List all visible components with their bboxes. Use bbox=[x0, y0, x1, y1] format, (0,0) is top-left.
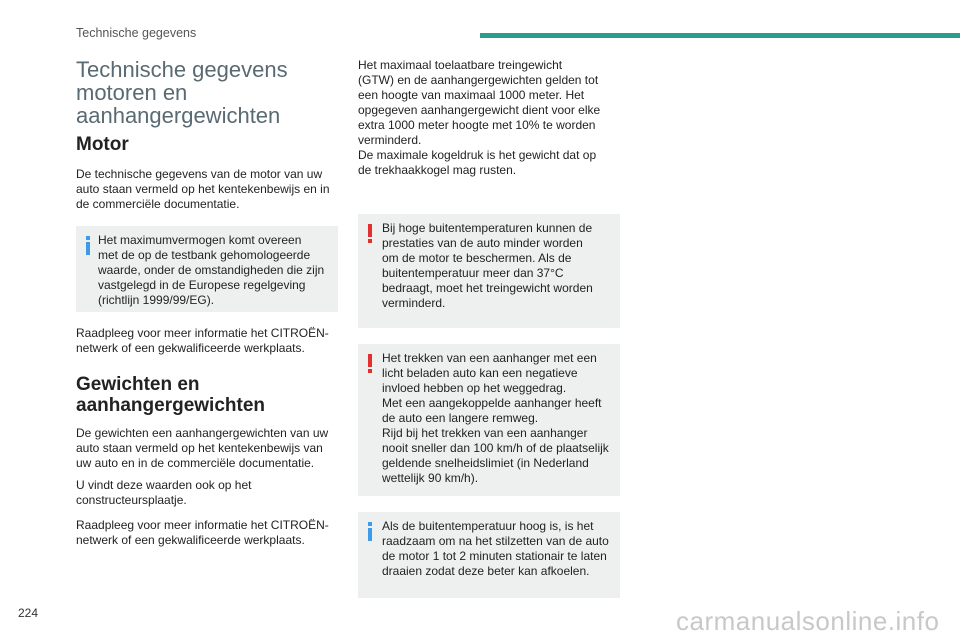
motor-paragraph: De technische gegevens van de motor van uw auto staan vermeld op het kentekenbewijs en in de commerciële documentatie. bbox=[76, 167, 330, 211]
warning-box-trailer bbox=[358, 344, 620, 496]
page-title: Technische gegevens motoren en aanhangergewichten bbox=[76, 57, 288, 128]
motor-reference: Raadpleeg voor meer informatie het CITROËN-netwerk of een gekwalificeerde werkplaats. bbox=[76, 326, 329, 355]
page-number: 224 bbox=[18, 606, 39, 620]
running-header: Technische gegevens bbox=[76, 26, 197, 40]
header-accent-bar bbox=[480, 33, 960, 38]
warning-box-temperature bbox=[358, 214, 620, 328]
section-title-weights: Gewichten en aanhangergewichten bbox=[76, 374, 265, 416]
section-title-motor: Motor bbox=[76, 134, 129, 155]
warning-text-trailer: Het trekken van een aanhanger met een licht beladen auto kan een negatieve invloed hebben op het weggedrag. Met een aangekoppelde aanhanger heeft de auto een langere remweg. Rijd bij het trekken van een aanhanger nooit sneller dan 100 km/h of de plaatselijk geldende snelheidslimiet (in Nederland wettelijk 90 km/h). bbox=[382, 351, 609, 485]
info-note-motor bbox=[76, 226, 338, 312]
info-note-cooldown-text: Als de buitentemperatuur hoog is, is het raadzaam om na het stilzetten van de auto de motor 1 tot 2 minuten stationair te laten draaien zodat deze beter kan afkoelen. bbox=[382, 519, 609, 578]
watermark: carmanualsonline.info bbox=[676, 606, 940, 636]
warning-text-temperature: Bij hoge buitentemperaturen kunnen de prestaties van de auto minder worden om de motor te beschermen. Als de buitentemperatuur meer dan 37°C bedraagt, moet het treingewicht worden verminderd. bbox=[382, 221, 593, 310]
weights-paragraph-plate: U vindt deze waarden ook op het constructeursplaatje. bbox=[76, 478, 252, 507]
info-note-cooldown bbox=[358, 512, 620, 598]
info-note-text: Het maximumvermogen komt overeen met de op de testbank gehomologeerde waarde, onder de omstandigheden die zijn vastgelegd in de Europese regelgeving (richtlijn 1999/99/EG). bbox=[98, 233, 325, 307]
weights-reference: Raadpleeg voor meer informatie het CITROËN-netwerk of een gekwalificeerde werkplaats. bbox=[76, 518, 329, 547]
towing-weights-paragraph: Het maximaal toelaatbare treingewicht (GTW) en de aanhangergewichten gelden tot een hoogte van maximaal 1000 meter. Het opgegeven aanhangergewicht dient voor elke extra 1000 meter hoogte met 10% te worden verminderd. De maximale kogeldruk is het gewicht dat op de trekhaakkogel mag rusten. bbox=[358, 58, 601, 177]
weights-paragraph: De gewichten een aanhangergewichten van uw auto staan vermeld op het kentekenbewijs van uw auto en in de commerciële documentatie. bbox=[76, 426, 329, 470]
